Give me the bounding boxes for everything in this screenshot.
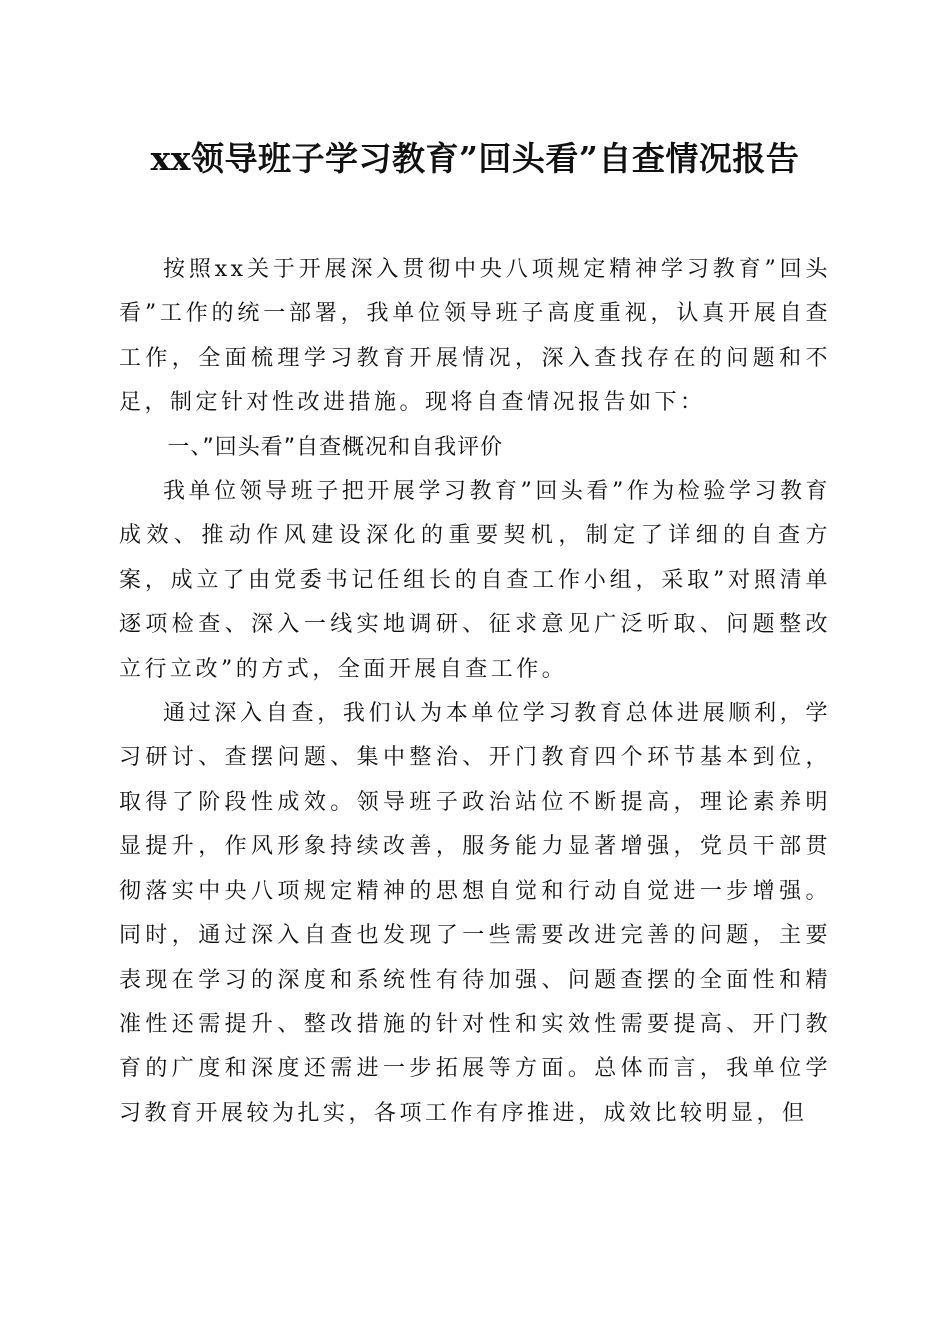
document-body [119,248,831,1136]
body-paragraph: 我单位领导班子把开展学习教育”回头看”作为检验学习教育成效、推动作风建设深化的重要契机，制定了详细的自查方案，成立了由党委书记任组长的自查工作小组，采取”对照清单逐项检查、深入一线实地调研、征求意见广泛听取、问题整改立行立改”的方式，全面开展自查工作。 [119,479,831,682]
intro-paragraph: 按照xx关于开展深入贯彻中央八项规定精神学习教育”回头看”工作的统一部署，我单位领导班子高度重视，认真开展自查工作，全面梳理学习教育开展情况，深入查找存在的问题和不足，制定针对性改进措施。现将自查情况报告如下： [119,257,831,416]
body-paragraph: 通过深入自查，我们认为本单位学习教育总体进展顺利，学习研讨、查摆问题、集中整治、开门教育四个环节基本到位，取得了阶段性成效。领导班子政治站位不断提高，理论素养明显提升，作风形象持续改善，服务能力显著增强，党员干部贯彻落实中央八项规定精神的思想自觉和行动自觉进一步增强。同时，通过深入自查也发现了一些需要改进完善的问题，主要表现在学习的深度和系统性有待加强、问题查摆的全面性和精准性还需提升、整改措施的针对性和实效性需要提高、开门教育的广度和深度还需进一步拓展等方面。总体而言，我单位学习教育开展较为扎实，各项工作有序推进，成效比较明显，但 [119,701,831,1126]
section-heading: 一、”回头看”自查概况和自我评价 [167,434,504,460]
document-title: xx领导班子学习教育”回头看”自查情况报告 [150,139,800,178]
